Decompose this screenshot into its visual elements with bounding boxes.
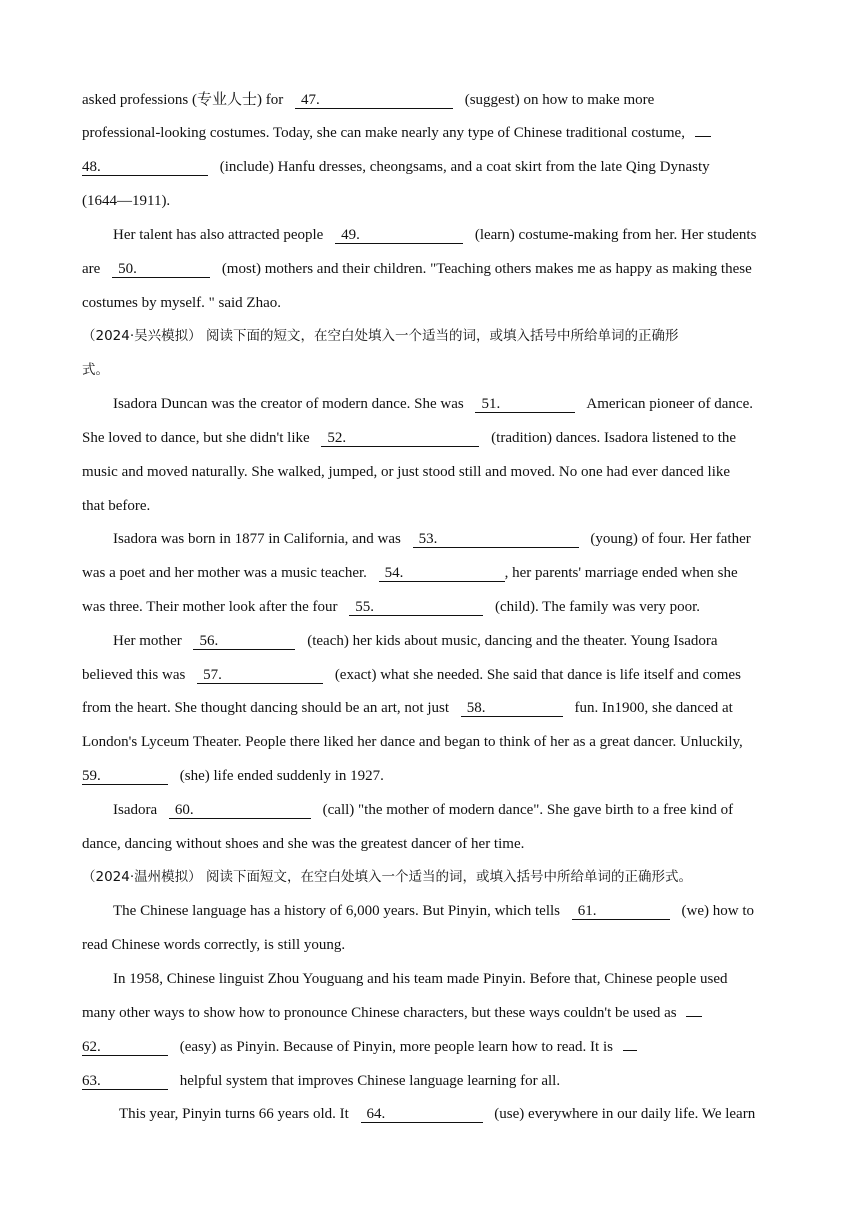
p2-line-10: [82, 698, 733, 718]
blank-52[interactable]: 52.: [321, 430, 479, 447]
text: (learn) costume-making from her. Her students: [474, 227, 757, 243]
blank-58[interactable]: 58.: [461, 700, 563, 717]
text: (easy) as Pinyin. Because of Pinyin, more people learn how to read. It is: [179, 1039, 613, 1055]
p2-line-1: [113, 394, 753, 414]
text: (suggest) on how to make more: [464, 92, 655, 108]
blank-55[interactable]: 55.: [349, 599, 483, 616]
text: She loved to dance, but she didn't like: [82, 430, 310, 446]
blank-48[interactable]: 48.: [82, 159, 208, 176]
blank-49[interactable]: 49.: [335, 227, 463, 244]
blank-59[interactable]: 59.: [82, 768, 168, 785]
text: (young) of four. Her father: [590, 531, 751, 547]
blank-61[interactable]: 61.: [572, 903, 670, 920]
text: Her talent has also attracted people: [113, 227, 324, 243]
p2-line-7: [82, 597, 700, 617]
blank-47[interactable]: 47.: [295, 92, 453, 109]
text: believed this was: [82, 667, 186, 683]
text: helpful system that improves Chinese language learning for all.: [179, 1073, 561, 1089]
p2-header-1: （2024·吴兴模拟） 阅读下面的短文，在空白处填入一个适当的词，或填入括号中所给单词的正确形: [82, 328, 679, 344]
blank-63-start[interactable]: [623, 1050, 637, 1051]
text: (call) "the mother of modern dance". She gave birth to a free kind of: [322, 802, 734, 818]
p1-line-5: [113, 225, 756, 245]
text: are: [82, 261, 101, 277]
blank-62-start[interactable]: [686, 1016, 702, 1017]
text: (we) how to: [681, 903, 754, 919]
p3-header: （2024·温州模拟） 阅读下面短文，在空白处填入一个适当的词，或填入括号中所给单词的正确形式。: [82, 869, 692, 885]
p3-line-4: [82, 1003, 702, 1023]
blank-56[interactable]: 56.: [193, 633, 295, 650]
p1-line-1: [82, 90, 654, 110]
text: (teach) her kids about music, dancing and the theater. Young Isadora: [307, 633, 718, 649]
p1-line-2: [82, 123, 711, 143]
p2-line-12: [82, 766, 384, 786]
p2-line-5: [113, 529, 751, 549]
text: Her mother: [113, 633, 182, 649]
text: Isadora Duncan was the creator of modern dance. She was: [113, 396, 464, 412]
text: , her parents' marriage ended when she: [504, 565, 738, 581]
p1-line-6: [82, 259, 752, 279]
text: fun. In1900, she danced at: [574, 700, 733, 716]
p1-line-4: (1644—1911).: [82, 193, 171, 209]
text: (exact) what she needed. She said that dance is life itself and comes: [334, 667, 741, 683]
blank-64[interactable]: 64.: [361, 1106, 483, 1123]
text: asked professions (专业人士) for: [82, 92, 284, 108]
p3-line-3: In 1958, Chinese linguist Zhou Youguang and his team made Pinyin. Before that, Chinese people used: [113, 971, 728, 987]
text: (child). The family was very poor.: [494, 599, 701, 615]
text: Isadora was born in 1877 in California, and was: [113, 531, 401, 547]
blank-63[interactable]: 63.: [82, 1073, 168, 1090]
p1-line-3: [82, 157, 710, 177]
p2-line-8: [113, 631, 718, 651]
p2-line-9: [82, 665, 741, 685]
text: The Chinese language has a history of 6,000 years. But Pinyin, which tells: [113, 903, 561, 919]
text: professional-looking costumes. Today, she can make nearly any type of Chinese traditional costume,: [82, 125, 685, 141]
p2-header-2: 式。: [82, 362, 109, 378]
text: (use) everywhere in our daily life. We learn: [494, 1106, 756, 1122]
text: (she) life ended suddenly in 1927.: [179, 768, 384, 784]
p3-line-1: [113, 901, 754, 921]
p2-line-6: [82, 563, 738, 583]
text: (tradition) dances. Isadora listened to the: [491, 430, 737, 446]
blank-54[interactable]: 54.: [379, 565, 505, 582]
p2-line-13: [113, 800, 733, 820]
p2-line-2: [82, 428, 736, 448]
text: from the heart. She thought dancing should be an art, not just: [82, 700, 450, 716]
text: This year, Pinyin turns 66 years old. It: [119, 1106, 349, 1122]
text: was a poet and her mother was a music teacher.: [82, 565, 367, 581]
blank-57[interactable]: 57.: [197, 667, 323, 684]
text: Isadora: [113, 802, 158, 818]
blank-48-start[interactable]: [695, 136, 711, 137]
p2-line-14: dance, dancing without shoes and she was the greatest dancer of her time.: [82, 836, 525, 852]
blank-62[interactable]: 62.: [82, 1039, 168, 1056]
blank-51[interactable]: 51.: [475, 396, 575, 413]
text: (most) mothers and their children. "Teaching others makes me as happy as making these: [221, 261, 752, 277]
p3-line-5: [82, 1037, 637, 1057]
p3-line-6: [82, 1071, 560, 1091]
text: American pioneer of dance.: [586, 396, 753, 412]
text: many other ways to show how to pronounce Chinese characters, but these ways couldn't be used as: [82, 1005, 677, 1021]
p3-line-2: read Chinese words correctly, is still young.: [82, 937, 346, 953]
p2-line-11: London's Lyceum Theater. People there liked her dance and began to think of her as a great dancer. Unluckily,: [82, 734, 743, 750]
p2-line-3: music and moved naturally. She walked, jumped, or just stood still and moved. No one had ever danced like: [82, 464, 731, 480]
blank-53[interactable]: 53.: [413, 531, 579, 548]
text: (include) Hanfu dresses, cheongsams, and a coat skirt from the late Qing Dynasty: [219, 159, 710, 175]
p1-line-7: costumes by myself. " said Zhao.: [82, 295, 282, 311]
p2-line-4: that before.: [82, 498, 151, 514]
p3-line-7: [119, 1104, 755, 1124]
text: was three. Their mother look after the four: [82, 599, 338, 615]
blank-60[interactable]: 60.: [169, 802, 311, 819]
blank-50[interactable]: 50.: [112, 261, 210, 278]
